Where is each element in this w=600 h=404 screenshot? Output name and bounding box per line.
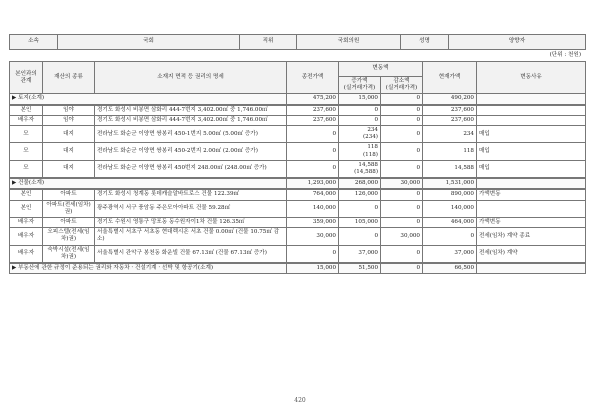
page-number: 420 [294, 397, 306, 404]
increase-cell [339, 143, 381, 160]
inc-value: 234 [367, 127, 378, 134]
current-value-cell: 890,000 [423, 190, 477, 200]
description-cell: 경기도 화성시 청계동 롯데캐슬알바트로스 건물 122.39㎡ [95, 190, 287, 200]
asset-type-cell: 숙박시설(전세(임차)권) [43, 245, 95, 262]
col-increase: 증가액 (실거래가격) [339, 77, 381, 94]
column-header-row [10, 62, 586, 77]
increase-cell [339, 190, 381, 200]
relation-cell: 배우자 [10, 115, 43, 125]
dec-value: 0 [416, 130, 420, 137]
reason-cell [477, 115, 586, 125]
current-value-cell: 118 [423, 143, 477, 160]
prev-value-cell: 359,000 [287, 218, 339, 228]
subtotal-inc: 51,500 [339, 264, 381, 274]
table-row [10, 143, 586, 160]
table-row [10, 190, 586, 200]
relation-cell: 모 [10, 160, 43, 177]
reason-cell: 매입 [477, 143, 586, 160]
relation-cell: 모 [10, 126, 43, 143]
dec-value: 0 [416, 148, 420, 155]
table-row [10, 200, 586, 217]
decrease-cell [381, 228, 423, 245]
decrease-cell [381, 115, 423, 125]
name-label: 성명 [401, 35, 449, 50]
building-rows [9, 189, 586, 263]
inc-value: 118 [367, 144, 378, 151]
current-value-cell: 234 [423, 126, 477, 143]
description-cell: 경기도 수원시 영통구 망포동 동수원자이1차 건물 126.35㎡ [95, 218, 287, 228]
increase-cell [339, 228, 381, 245]
description-cell: 서울특별시 관악구 봉천동 화운빌 건물 67.13㎡ (건물 67.13㎡ 증가) [95, 245, 287, 262]
prev-value-cell: 0 [287, 143, 339, 160]
prev-value-cell: 140,000 [287, 200, 339, 217]
subtotal-prev: 475,200 [287, 94, 339, 104]
table-row [10, 105, 586, 115]
inc-actual-value: (14,588) [354, 169, 378, 176]
reason-cell: 가액변동 [477, 190, 586, 200]
asset-type-cell: 아파트 [43, 190, 95, 200]
description-cell: 광주광역시 서구 풍암동 주은모아아파트 건물 59.28㎡ [95, 200, 287, 217]
dec-value: 0 [416, 219, 420, 226]
relation-cell: 배우자 [10, 218, 43, 228]
description-cell: 서울특별시 서초구 서초동 현대렉시온 서초 건물 0.00㎡ (건물 10.75㎡ 감소) [95, 228, 287, 245]
subtotal-cur: 66,500 [423, 264, 477, 274]
col-asset-type: 재산의 종류 [43, 62, 95, 94]
inc-value: 0 [374, 106, 378, 113]
decrease-cell [381, 160, 423, 177]
reason-cell: 매입 [477, 126, 586, 143]
dec-value: 0 [416, 250, 420, 257]
decrease-cell [381, 200, 423, 217]
inc-value: 37,000 [358, 250, 378, 257]
subtotal-reason [477, 264, 586, 274]
inc-actual-value: (118) [362, 151, 378, 158]
prev-value-cell: 237,600 [287, 105, 339, 115]
realty-rights-subtotal [9, 263, 586, 274]
reason-cell [477, 200, 586, 217]
reason-cell: 전세(임차) 계약 [477, 245, 586, 262]
dec-value: 0 [416, 191, 420, 198]
prev-value-cell: 764,000 [287, 190, 339, 200]
relation-cell: 본인 [10, 190, 43, 200]
table-row [10, 218, 586, 228]
dec-value: 0 [416, 116, 420, 123]
agency-value: 국회 [58, 35, 240, 50]
table-row [10, 245, 586, 262]
current-value-cell: 14,588 [423, 160, 477, 177]
section-title: ▶ 토지(소계) [10, 94, 287, 104]
table-row [10, 115, 586, 125]
name-value: 양향자 [449, 35, 586, 50]
description-cell: 경기도 화성시 비봉면 삼화리 444-7번지 3,402.00㎡ 중 1,746.00㎡ [95, 115, 287, 125]
subtotal-prev: 15,000 [287, 264, 339, 274]
increase-cell [339, 245, 381, 262]
header-table [9, 34, 586, 50]
reason-cell: 매입 [477, 160, 586, 177]
subtotal-prev: 1,293,000 [287, 179, 339, 189]
subtotal-dec: 0 [381, 264, 423, 274]
building-subtotal-row [10, 179, 586, 189]
section-title: ▶ 건물(소계) [10, 179, 287, 189]
description-cell: 경기도 화성시 비봉면 삼화리 444-7번지 3,402.00㎡ 중 1,746.00㎡ [95, 105, 287, 115]
decrease-cell [381, 143, 423, 160]
asset-type-cell: 임야 [43, 115, 95, 125]
table-row [10, 228, 586, 245]
decrease-cell [381, 218, 423, 228]
asset-disclosure-sheet [9, 34, 585, 274]
increase-cell [339, 115, 381, 125]
table-row [10, 126, 586, 143]
col-current-value: 현재가액 [423, 62, 477, 94]
building-subtotal [9, 178, 586, 189]
asset-type-cell: 오피스텔(전세(임차)권) [43, 228, 95, 245]
subtotal-reason [477, 94, 586, 104]
inc-value: 105,000 [354, 219, 378, 226]
decrease-cell [381, 126, 423, 143]
col-description: 소재지 면적 등 권리의 명세 [95, 62, 287, 94]
decrease-cell [381, 190, 423, 200]
dec-value: 0 [416, 106, 420, 113]
asset-type-cell: 대지 [43, 160, 95, 177]
subtotal-dec: 0 [381, 94, 423, 104]
prev-value-cell: 237,600 [287, 115, 339, 125]
increase-cell [339, 105, 381, 115]
increase-cell [339, 200, 381, 217]
asset-type-cell: 아파트(전세(임차)권) [43, 200, 95, 217]
current-value-cell: 237,600 [423, 105, 477, 115]
reason-cell [477, 105, 586, 115]
current-value-cell: 37,000 [423, 245, 477, 262]
inc-value: 14,588 [358, 161, 378, 168]
current-value-cell: 237,600 [423, 115, 477, 125]
col-relation: 본인과의 관계 [10, 62, 43, 94]
relation-cell: 배우자 [10, 228, 43, 245]
subtotal-cur: 1,531,000 [423, 179, 477, 189]
relation-cell: 본인 [10, 200, 43, 217]
position-label: 직위 [240, 35, 297, 50]
table-row [10, 160, 586, 177]
inc-value: 126,000 [354, 191, 378, 198]
increase-cell [339, 126, 381, 143]
asset-type-cell: 대지 [43, 126, 95, 143]
asset-table [9, 61, 586, 105]
subtotal-inc: 15,000 [339, 94, 381, 104]
decrease-cell [381, 245, 423, 262]
dec-value: 0 [416, 165, 420, 172]
asset-type-cell: 대지 [43, 143, 95, 160]
dec-value: 30,000 [400, 232, 420, 239]
prev-value-cell: 0 [287, 126, 339, 143]
relation-cell: 본인 [10, 105, 43, 115]
land-rows [9, 105, 586, 179]
inc-value: 0 [374, 205, 378, 212]
asset-type-cell: 임야 [43, 105, 95, 115]
subtotal-inc: 268,000 [339, 179, 381, 189]
col-prev-value: 종전가액 [287, 62, 339, 94]
reason-cell: 가액변동 [477, 218, 586, 228]
relation-cell: 모 [10, 143, 43, 160]
decrease-cell [381, 105, 423, 115]
col-decrease: 감소액 (실거래가격) [381, 77, 423, 94]
dec-value: 0 [416, 205, 420, 212]
current-value-cell: 140,000 [423, 200, 477, 217]
increase-cell [339, 160, 381, 177]
subtotal-cur: 490,200 [423, 94, 477, 104]
position-value: 국회의원 [297, 35, 401, 50]
increase-cell [339, 218, 381, 228]
asset-type-cell: 아파트 [43, 218, 95, 228]
section-title: ▶ 부동산에 관한 규정이 준용되는 권리와 자동차 · 건설기계 · 선박 및 항공기(소계) [10, 264, 287, 274]
description-cell: 전라남도 화순군 이양면 쌍봉리 450-2번지 2.00㎡ (2.00㎡ 증가) [95, 143, 287, 160]
description-cell: 전라남도 화순군 이양면 쌍봉리 450-1번지 5.00㎡ (5.00㎡ 증가) [95, 126, 287, 143]
reason-cell: 전세(임차) 계약 종료 [477, 228, 586, 245]
land-subtotal-row [10, 94, 586, 104]
col-change: 변동액 [339, 62, 423, 77]
prev-value-cell: 0 [287, 245, 339, 262]
affiliation-label: 소속 [10, 35, 58, 50]
header-row [10, 35, 586, 50]
relation-cell: 배우자 [10, 245, 43, 262]
prev-value-cell: 30,000 [287, 228, 339, 245]
inc-value: 0 [374, 116, 378, 123]
prev-value-cell: 0 [287, 160, 339, 177]
col-reason: 변동사유 [477, 62, 586, 94]
subtotal-dec: 30,000 [381, 179, 423, 189]
current-value-cell: 0 [423, 228, 477, 245]
realty-rights-subtotal-row [10, 264, 586, 274]
description-cell: 전라남도 화순군 이양면 쌍봉리 450번지 248.00㎡ (248.00㎡ 증가) [95, 160, 287, 177]
unit-note: (단위 : 천원) [549, 52, 581, 58]
subtotal-reason [477, 179, 586, 189]
inc-value: 0 [374, 232, 378, 239]
current-value-cell: 464,000 [423, 218, 477, 228]
inc-actual-value: (234) [362, 134, 378, 141]
